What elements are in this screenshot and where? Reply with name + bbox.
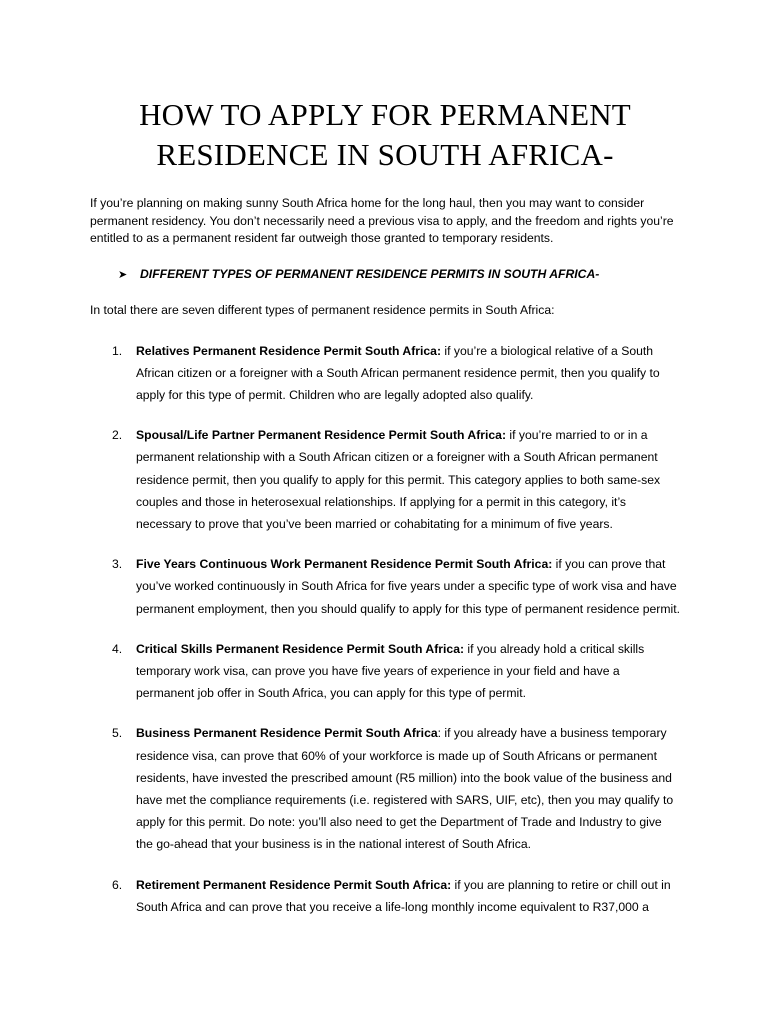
list-item	[90, 340, 680, 407]
list-item	[90, 874, 680, 918]
document-title	[90, 95, 680, 175]
list-item-term: Relatives Permanent Residence Permit South Africa:	[136, 343, 442, 358]
section-heading	[118, 266, 680, 285]
list-item	[90, 722, 680, 855]
list-item-text: if you’re married to or in a permanent relationship with a South African citizen or a foreigner with a South African permanent residence permit, then you qualify to apply for this permit. This category applies to both same-sex couples and those in heterosexual relationships. If applying for a permit in this category, it’s necessary to prove that you’ve been married or cohabitating for a minimum of five years.	[136, 428, 661, 531]
list-item-text: if you’re a biological relative of a South African citizen or a foreigner with a South African permanent residence permit, then you qualify to apply for this type of permit. Children who are legally adopted also qualify.	[136, 343, 660, 402]
list-item-term: Spousal/Life Partner Permanent Residence Permit South Africa:	[136, 428, 507, 443]
list-item-text: : if you already have a business temporary residence visa, can prove that 60% of your workforce is made up of South Africans or permanent residents, have invested the prescribed amount (R5 million) into the book value of the business and have met the compliance requirements (i.e. registered with SARS, UIF, etc), then you may qualify to apply for this permit. Do note: you’ll also need to get the Department of Trade and Industry to give the go-ahead that your business is in the national interest of South Africa.	[136, 726, 674, 852]
list-item	[90, 424, 680, 535]
list-item-number: 3.	[112, 557, 123, 572]
list-item	[90, 553, 680, 620]
permit-list	[90, 340, 680, 918]
arrow-bullet-icon: ➤	[118, 268, 128, 281]
list-item-term: Retirement Permanent Residence Permit South Africa:	[136, 877, 452, 892]
list-item-text: if you can prove that you’ve worked continuously in South Africa for five years under a specific type of work visa and have permanent employment, then you should qualify to apply for this type of permanent residence permit.	[136, 557, 680, 616]
title-line-2: RESIDENCE IN SOUTH AFRICA-	[156, 137, 614, 172]
section-heading-text: DIFFERENT TYPES OF PERMANENT RESIDENCE PERMITS IN SOUTH AFRICA-	[140, 266, 600, 281]
list-item-number: 2.	[112, 428, 123, 443]
list-item-term: Business Permanent Residence Permit South Africa	[136, 726, 438, 741]
list-item-term: Five Years Continuous Work Permanent Residence Permit South Africa:	[136, 557, 553, 572]
list-item-number: 5.	[112, 726, 123, 741]
list-item-number: 6.	[112, 877, 123, 892]
list-item-term: Critical Skills Permanent Residence Permit South Africa:	[136, 641, 465, 656]
intro-paragraph: If you’re planning on making sunny South Africa home for the long haul, then you may want to consider permanent residency. You don’t necessarily need a previous visa to apply, and the freedom and rights you’re entitled to as a permanent resident far outweigh those granted to temporary residents.	[90, 196, 674, 245]
title-line-1: HOW TO APPLY FOR PERMANENT	[139, 97, 631, 132]
list-item-number: 1.	[112, 343, 123, 358]
lead-paragraph: In total there are seven different types of permanent residence permits in South Africa:	[90, 303, 555, 317]
list-item	[90, 638, 680, 705]
list-item-text: if you are planning to retire or chill out in South Africa and can prove that you receive a life-long monthly income equivalent to R37,000 a	[136, 877, 671, 914]
list-item-number: 4.	[112, 641, 123, 656]
list-item-text: if you already hold a critical skills temporary work visa, can prove you have five years of experience in your field and have a permanent job offer in South Africa, you can apply for this type of permit.	[136, 641, 645, 701]
